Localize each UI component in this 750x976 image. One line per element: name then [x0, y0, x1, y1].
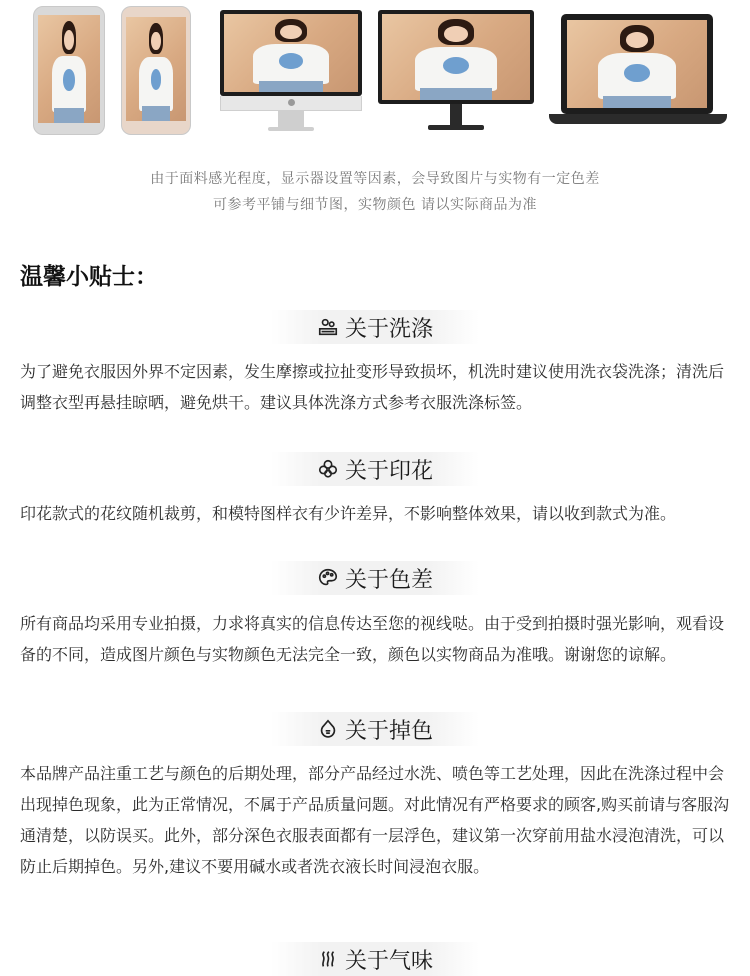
model-photo	[38, 15, 100, 123]
laptop-device	[549, 14, 727, 128]
section-title-print: 关于印花	[0, 452, 750, 486]
section-body-color: 所有商品均采用专业拍摄，力求将真实的信息传达至您的视线哒。由于受到拍摄时强光影响，观看设备的不同，造成图片颜色与实物颜色无法完全一致，颜色以实物商品为准哦。谢谢您的谅解。	[20, 614, 725, 664]
phone-device-silver	[33, 6, 105, 135]
monitor-device	[378, 10, 534, 134]
model-photo	[382, 14, 530, 100]
model-photo	[567, 20, 707, 108]
model-photo	[126, 17, 186, 121]
odor-icon	[317, 948, 339, 970]
section-body-fading: 本品牌产品注重工艺与颜色的后期处理，部分产品经过水洗、喷色等工艺处理，因此在洗涤过程中会出现掉色现象，此为正常情况，不属于产品质量问题。对此情况有严格要求的顾客,购买前请与客服沟通清楚，以防误买。此外，部分深色衣服表面都有一层浮色，建议第一次穿前用盐水浸泡清洗，可以防止后期掉色。另外,建议不要用碱水或者洗衣液长时间浸泡衣服。	[20, 764, 730, 876]
phone-device-gold	[121, 6, 191, 135]
section-body-washing: 为了避免衣服因外界不定因素，发生摩擦或拉扯变形导致损坏，机洗时建议使用洗衣袋洗涤；清洗后调整衣型再悬挂晾晒，避免烘干。建议具体洗涤方式参考衣服洗涤标签。	[20, 362, 725, 412]
model-photo	[224, 14, 358, 92]
color-disclaimer-line2: 可参考平铺与细节图，实物颜色 请以实际商品为准	[213, 197, 537, 213]
flower-icon	[317, 458, 339, 480]
section-body-print: 印花款式的花纹随机裁剪，和模特图样衣有少许差异，不影响整体效果，请以收到款式为准。	[20, 504, 677, 523]
washing-icon	[317, 316, 339, 338]
section-title-color: 关于色差	[0, 561, 750, 595]
color-disclaimer-line1: 由于面料感光程度，显示器设置等因素，会导致图片与实物有一定色差	[150, 171, 600, 187]
imac-device	[220, 10, 362, 134]
palette-icon	[317, 567, 339, 589]
section-title-washing: 关于洗涤	[0, 310, 750, 344]
section-title-fading: 关于掉色	[0, 712, 750, 746]
tips-heading: 温馨小贴士：	[20, 264, 158, 290]
drop-icon	[317, 718, 339, 740]
section-title-odor: 关于气味	[0, 942, 750, 976]
device-comparison-image	[0, 0, 750, 140]
